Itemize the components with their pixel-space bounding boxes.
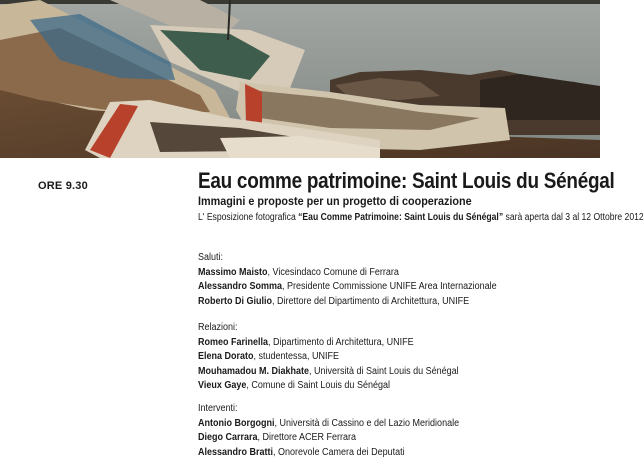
event-subtitle: Immagini e proposte per un progetto di cooperazione: [198, 194, 472, 208]
speaker-name: Mouhamadou M. Diakhate: [198, 366, 309, 377]
interventi-section: [198, 402, 459, 460]
speaker-role: , Università di Cassino e del Lazio Meridionale: [274, 418, 459, 429]
speaker-role: , Direttore del Dipartimento di Architettura, UNIFE: [272, 296, 469, 307]
event-title: Eau comme patrimoine: Saint Louis du Sénégal: [198, 168, 615, 194]
saluti-heading: Saluti:: [198, 251, 497, 266]
event-time: ORE 9.30: [38, 180, 88, 192]
speaker-role: , Comune di Saint Louis du Sénégal: [246, 380, 390, 391]
speaker-role: , Dipartimento di Architettura, UNIFE: [268, 337, 414, 348]
speaker-name: Roberto Di Giulio: [198, 296, 272, 307]
exhibition-note: [198, 212, 644, 223]
speaker-name: Romeo Farinella: [198, 337, 268, 348]
speaker-role: , Università di Saint Louis du Sénégal: [309, 366, 459, 377]
speaker-role: , Onorevole Camera dei Deputati: [273, 447, 405, 458]
speaker-row: [198, 336, 459, 351]
speaker-row: [198, 350, 459, 365]
interventi-heading: Interventi:: [198, 402, 459, 417]
saluti-section: [198, 251, 497, 309]
speaker-role: , Presidente Commissione UNIFE Area Internazionale: [282, 281, 497, 292]
speaker-row: [198, 446, 459, 460]
speaker-row: [198, 295, 497, 310]
speaker-role: , studentessa, UNIFE: [254, 351, 340, 362]
exhibition-prefix: L' Esposizione fotografica: [198, 212, 298, 223]
speaker-row: [198, 417, 459, 432]
boats-on-shore-image: [0, 0, 600, 158]
speaker-name: Massimo Maisto: [198, 267, 268, 278]
speaker-name: Antonio Borgogni: [198, 418, 274, 429]
speaker-row: [198, 280, 497, 295]
speaker-name: Vieux Gaye: [198, 380, 246, 391]
speaker-role: , Vicesindaco Comune di Ferrara: [268, 267, 399, 278]
speaker-row: [198, 266, 497, 281]
speaker-row: [198, 365, 459, 380]
relazioni-section: [198, 321, 459, 394]
speaker-role: , Direttore ACER Ferrara: [258, 432, 357, 443]
speaker-name: Alessandro Somma: [198, 281, 282, 292]
exhibition-dates: sarà aperta dal 3 al 12 Ottobre 2012: [503, 212, 644, 223]
header-photo-boats: [0, 0, 600, 158]
speaker-name: Diego Carrara: [198, 432, 258, 443]
speaker-name: Alessandro Bratti: [198, 447, 273, 458]
relazioni-heading: Relazioni:: [198, 321, 459, 336]
speaker-row: [198, 431, 459, 446]
exhibition-title: “Eau Comme Patrimoine: Saint Louis du Sénégal”: [298, 212, 503, 223]
speaker-row: [198, 379, 459, 394]
speaker-name: Elena Dorato: [198, 351, 254, 362]
